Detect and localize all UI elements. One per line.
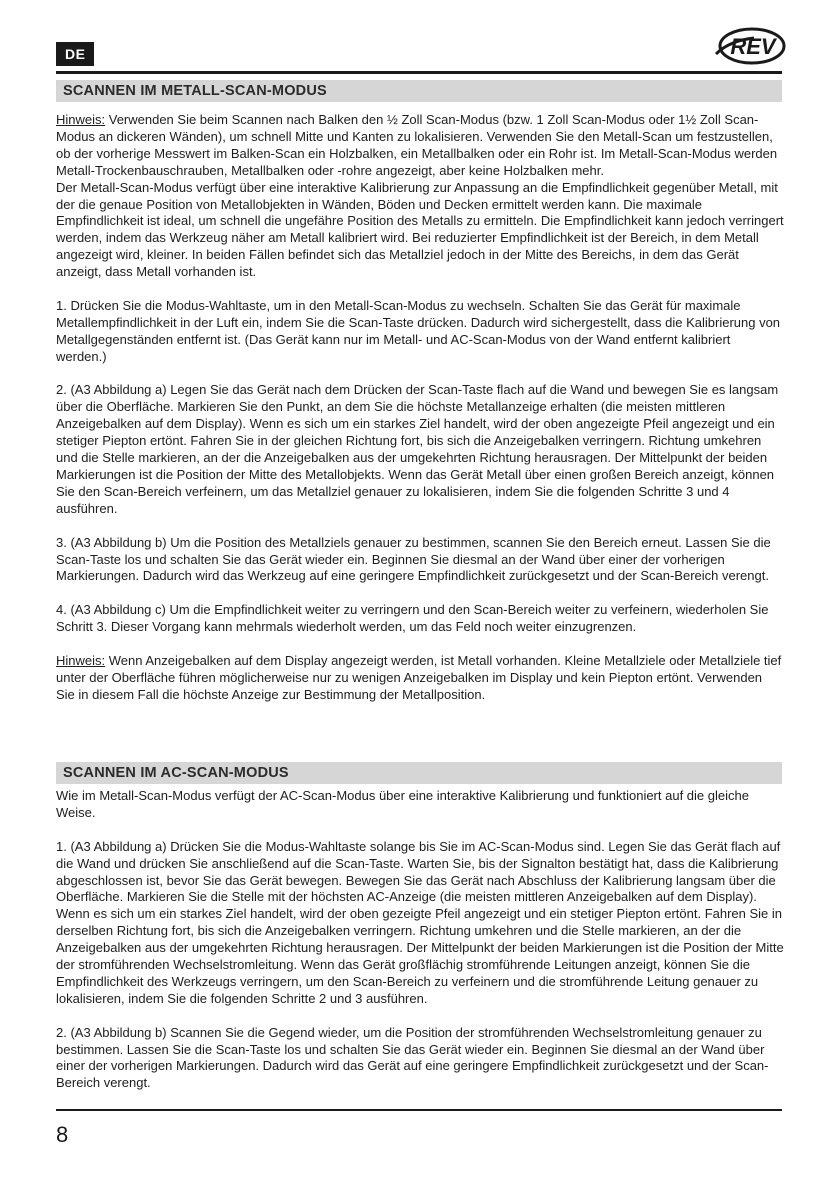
paragraph: Der Metall-Scan-Modus verfügt über eine interaktive Kalibrierung zur Anpassung an die Empfindlichkeit gegenüber Metall, mit der die genaue Position von Metallobjekten in Wänden, Böden und Decken ermittelt werden kann. Die maximale Empfindlichkeit ist ideal, um schnell die ungefähre Position des Metalls zu ermitteln. Die Empfindlichkeit kann jedoch verringert werden, indem das Werkzeug näher am Metall kalibriert wird. Bei reduzierter Empfindlichkeit ist der Bereich, in dem Metall angezeigt wird, kleiner. In beiden Fällen befindet sich das Metallziel jedoch in der Mitte des Bereichs, in dem das Gerät anzeigt, dass Metall vorhanden ist.	[56, 179, 784, 280]
paragraph: Wie im Metall-Scan-Modus verfügt der AC-Scan-Modus über eine interaktive Kalibrierung und funktioniert auf die gleiche Weise.	[56, 788, 749, 820]
note-text: Wenn Anzeigebalken auf dem Display angezeigt werden, ist Metall vorhanden. Kleine Metallziele oder Metallziele tief unter der Oberfläche führen möglicherweise nur zu wenigen Anzeigebalken im Display und kein Piepton ertönt. Verwenden Sie in diesem Fall die höchste Anzeige zur Bestimmung der Metallposition.	[56, 652, 782, 702]
step-2: 2. (A3 Abbildung b) Scannen Sie die Gegend wieder, um die Position der stromführenden Wechselstromleitung genauer zu bestimmen. Lassen Sie die Scan-Taste los und schalten Sie das Gerät wieder ein. Beginnen Sie diesmal an der Wand über einer der vorherigen Markierungen. Dadurch wird das Gerät auf eine geringere Empfindlichkeit zurückgesetzt und der Scan-Bereich verengt.	[56, 1024, 769, 1091]
section-body-metal-scan	[56, 112, 784, 704]
page-number: 8	[56, 1122, 69, 1147]
rev-logo	[714, 24, 786, 68]
section-title-ac-scan: SCANNEN IM AC-SCAN-MODUS	[56, 762, 782, 784]
step-1: 1. (A3 Abbildung a) Drücken Sie die Modus-Wahltaste solange bis Sie im AC-Scan-Modus sind. Legen Sie das Gerät flach auf die Wand und drücken Sie anschließend auf die Scan-Taste. Warten Sie, bis der Signalton bestätigt hat, dass die Kalibrierung abgeschlossen ist, bevor Sie das Gerät bewegen. Bewegen Sie das Gerät nach Abschluss der Kalibrierung langsam über die Oberfläche. Markieren Sie die Stelle mit der höchsten AC-Anzeige (die meisten mittleren Anzeigebalken auf dem Display). Wenn es sich um ein starkes Ziel handelt, wird der oben gezeigte Pfeil angezeigt und ein stetiger Piepton ertönt. Fahren Sie in derselben Richtung fort, bis sich die Anzeigebalken verringern. Richtung umkehren und die Stelle markieren, an der die Anzeigebalken aus der umgekehrten Richtung herausragen. Der Mittelpunkt der beiden Markierungen ist die Position der Mitte der stromführenden Wechselstromleitung. Wenn das Gerät großflächig stromführende Leitungen anzeigt, können Sie die Empfindlichkeit des Werkzeugs verringern, um den Scan-Bereich zu verfeinern und die stromführende Leitung genauer zu lokalisieren, indem Sie die folgenden Schritte 2 und 3 ausführen.	[56, 838, 784, 1006]
paragraph	[56, 112, 784, 180]
note-text: Verwenden Sie beim Scannen nach Balken den ½ Zoll Scan-Modus (bzw. 1 Zoll Scan-Modus oder 1½ Zoll Scan-Modus an dickeren Wänden), um schnell Mitte und Kanten zu lokalisieren. Verwenden Sie den Metall-Scan um festzustellen, ob der vorherige Messwert im Balken-Scan ein Holzbalken, ein Metallbalken oder ein Rohr ist. Im Metall-Scan-Modus werden Metall-Trockenbauschrauben, Metallbalken oder -rohre angezeigt, aber keine Holzbalken mehr.	[56, 112, 778, 178]
brand-name: REV	[730, 34, 776, 59]
paragraph	[56, 653, 784, 704]
section-title-metal-scan: SCANNEN IM METALL-SCAN-MODUS	[56, 80, 782, 102]
step-3: 3. (A3 Abbildung b) Um die Position des Metallziels genauer zu bestimmen, scannen Sie den Bereich erneut. Lassen Sie die Scan-Taste los und schalten Sie das Gerät wieder ein. Beginnen Sie diesmal an der Wand über einer der vorherigen Markierungen. Dadurch wird das Werkzeug auf eine geringere Empfindlichkeit zurückgesetzt und der Scan-Bereich verengt.	[56, 534, 771, 584]
step-2: 2. (A3 Abbildung a) Legen Sie das Gerät nach dem Drücken der Scan-Taste flach auf die Wand und bewegen Sie es langsam über die Oberfläche. Markieren Sie den Punkt, an dem Sie die höchste Metallanzeige erhalten (die meisten mittleren Anzeigebalken auf dem Display). Wenn es sich um ein starkes Ziel handelt, wird der oben angezeigte Pfeil angezeigt und ein stetiger Piepton ertönt. Fahren Sie in der gleichen Richtung fort, bis sich die Anzeigebalken verringern. Richtung umkehren und die Stelle markieren, an der die Anzeigebalken aus der umgekehrten Richtung herausragen. Der Mittelpunkt der beiden Markierungen ist die Position der Mitte des Metallobjekts. Wenn das Gerät Metall über einen großen Bereich anzeigt, können Sie den Scan-Bereich verfeinern, um das Metallziel genauer zu lokalisieren, indem Sie die folgenden Schritte 3 und 4 ausführen.	[56, 382, 779, 516]
step-4: 4. (A3 Abbildung c) Um die Empfindlichkeit weiter zu verringern und den Scan-Bereich weiter zu verfeinern, wiederholen Sie Schritt 3. Dieser Vorgang kann mehrmals wiederholt werden, um das Feld noch weiter einzugrenzen.	[56, 602, 769, 635]
note-label: Hinweis:	[56, 112, 106, 127]
section-body-ac-scan	[56, 788, 784, 1092]
footer-rule	[56, 1109, 782, 1111]
language-badge: DE	[56, 42, 94, 66]
step-1: 1. Drücken Sie die Modus-Wahltaste, um in den Metall-Scan-Modus zu wechseln. Schalten Sie das Gerät für maximale Metallempfindlichkeit in der Luft ein, indem Sie die Scan-Taste drücken. Dadurch wird sichergestellt, dass die Kalibrierung von Metallgegenständen entfernt ist. (Das Gerät kann nur im Metall- und AC-Scan-Modus von der Wand entfernt kalibriert werden.)	[56, 297, 781, 364]
note-label: Hinweis:	[56, 652, 106, 668]
header-rule	[56, 71, 782, 74]
